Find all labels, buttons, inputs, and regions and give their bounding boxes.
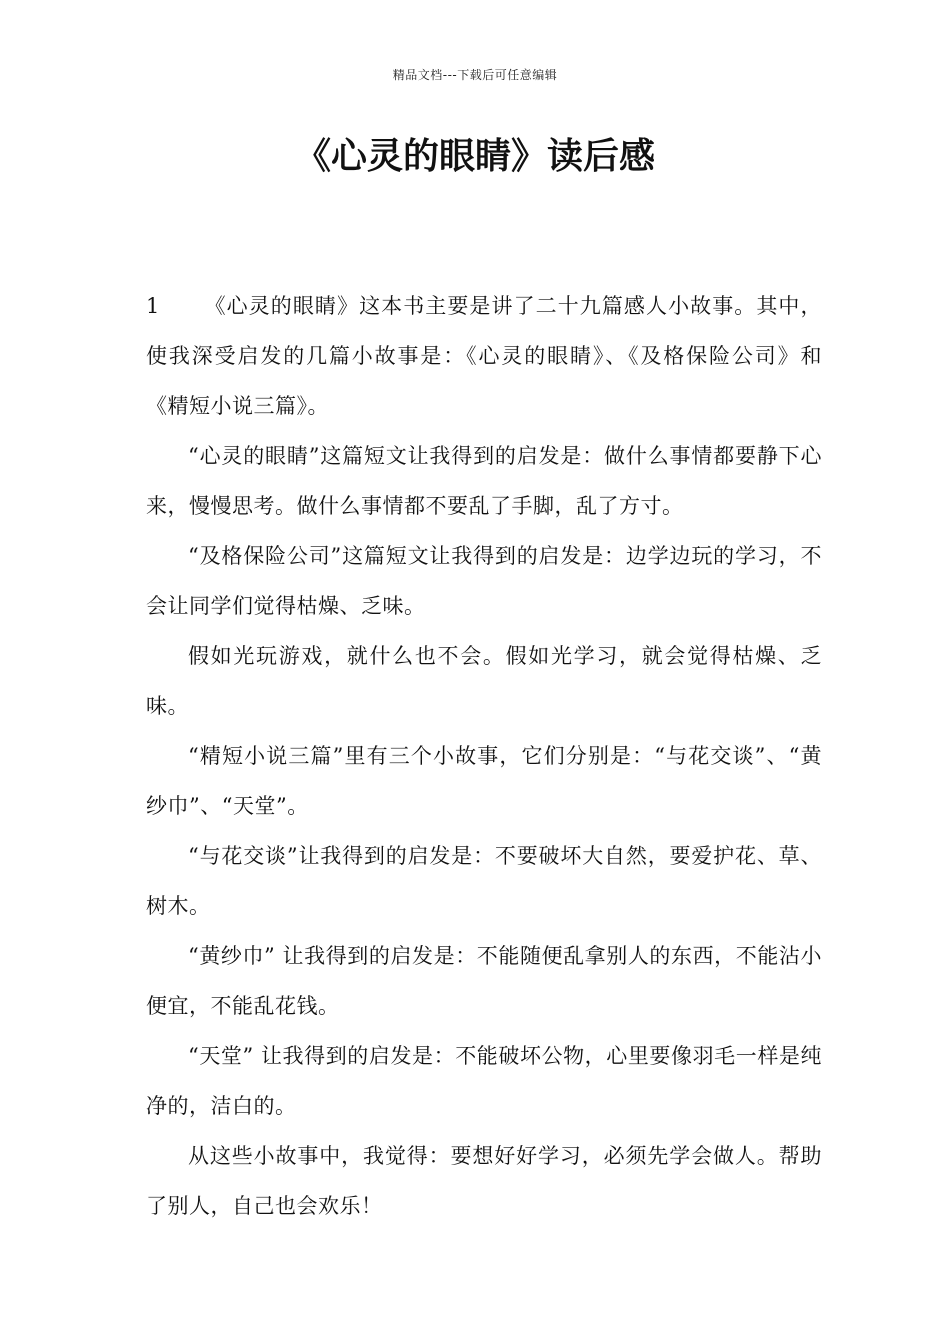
paragraph-3: “及格保险公司”这篇短文让我得到的启发是：边学边玩的学习，不会让同学们觉得枯燥、乏味。: [146, 544, 822, 618]
paragraph-number: 1: [146, 294, 160, 318]
paragraph-text: 《心灵的眼睛》这本书主要是讲了二十九篇感人小故事。其中，使我深受启发的几篇小故事是：《心灵的眼睛》、《及格保险公司》和《精短小说三篇》。: [146, 294, 822, 418]
paragraph-2: “心灵的眼睛”这篇短文让我得到的启发是：做什么事情都要静下心来，慢慢思考。做什么事情都不要乱了手脚，乱了方寸。: [146, 444, 822, 518]
paragraph-9: 从这些小故事中，我觉得：要想好好学习，必须先学会做人。帮助了别人，自己也会欢乐！: [146, 1144, 822, 1218]
document-body: [146, 281, 822, 1231]
paragraph-4: 假如光玩游戏，就什么也不会。假如光学习，就会觉得枯燥、乏味。: [146, 644, 822, 718]
paragraph-6: “与花交谈”让我得到的启发是：不要破坏大自然，要爱护花、草、树木。: [146, 844, 822, 918]
paragraph-1: [146, 281, 822, 431]
paragraph-8: “天堂” 让我得到的启发是：不能破坏公物，心里要像羽毛一样是纯净的，洁白的。: [146, 1044, 822, 1118]
paragraph-5: “精短小说三篇”里有三个小故事，它们分别是：“与花交谈”、“黄纱巾”、“天堂”。: [146, 744, 822, 818]
header-note: 精品文档---下载后可任意编辑: [392, 68, 558, 82]
paragraph-7: “黄纱巾” 让我得到的启发是：不能随便乱拿别人的东西，不能沾小便宜，不能乱花钱。: [146, 944, 822, 1018]
document-title: 《心灵的眼睛》读后感: [294, 136, 655, 177]
